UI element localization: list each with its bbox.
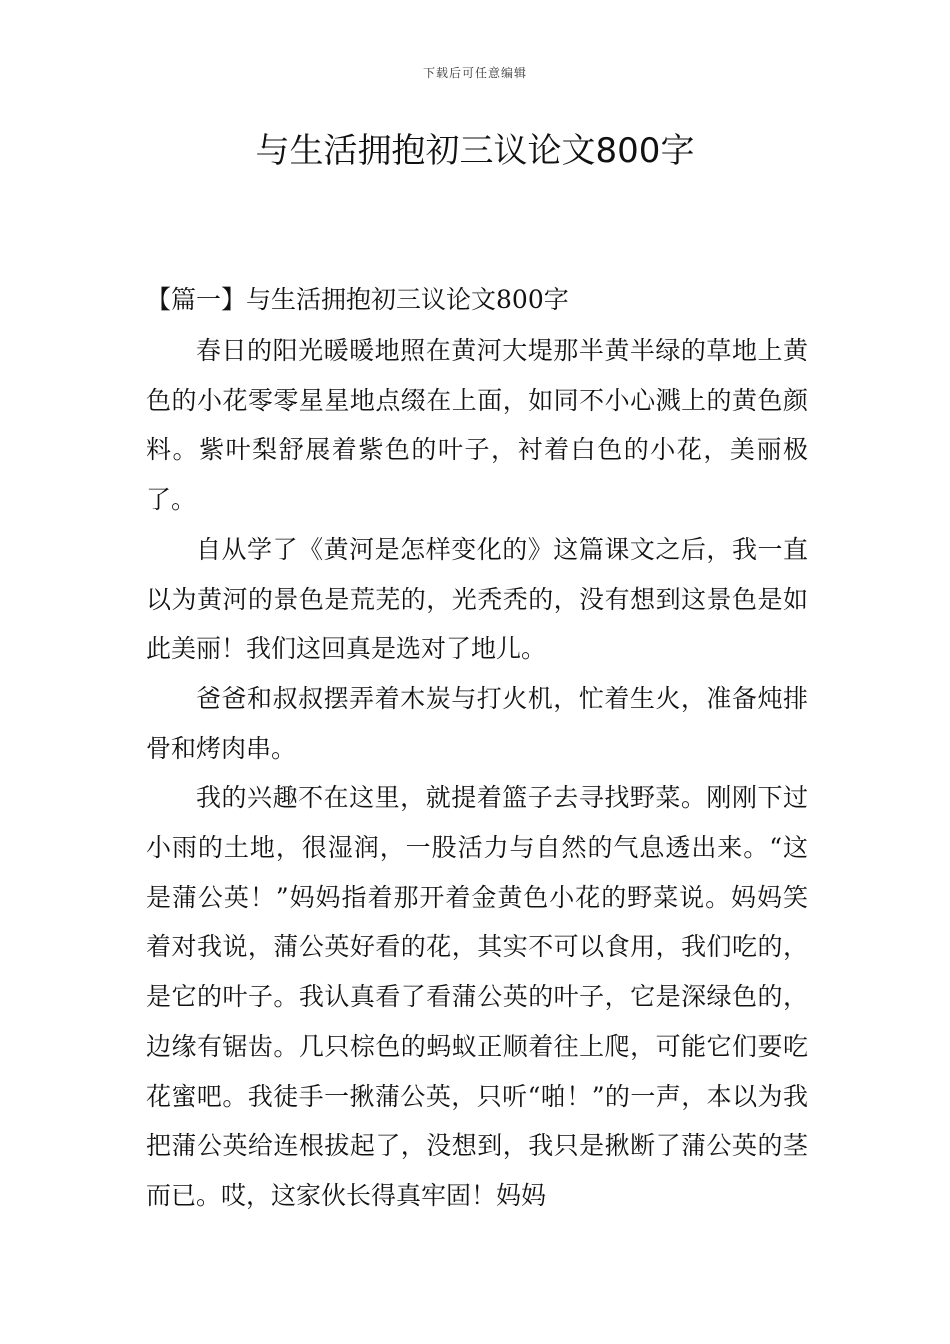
paragraph: 自从学了《黄河是怎样变化的》这篇课文之后，我一直以为黄河的景色是荒芜的，光秃秃的，没有想到这景色是如此美丽！我们这回真是选对了地儿。 xyxy=(146,534,808,664)
article-body xyxy=(146,326,808,1221)
paragraph: 爸爸和叔叔摆弄着木炭与打火机，忙着生火，准备炖排骨和烤肉串。 xyxy=(146,683,808,763)
paragraph: 春日的阳光暖暖地照在黄河大堤那半黄半绿的草地上黄色的小花零零星星地点缀在上面，如同不小心溅上的黄色颜料。紫叶梨舒展着紫色的叶子，衬着白色的小花，美丽极了。 xyxy=(146,336,808,515)
header-note: 下载后可任意编辑 xyxy=(422,66,527,80)
paragraph: 我的兴趣不在这里，就提着篮子去寻找野菜。刚刚下过小雨的土地，很湿润，一股活力与自然的气息透出来。“这是蒲公英！”妈妈指着那开着金黄色小花的野菜说。妈妈笑着对我说，蒲公英好看的花，其实不可以食用，我们吃的，是它的叶子。我认真看了看蒲公英的叶子，它是深绿色的，边缘有锯齿。几只棕色的蚂蚁正顺着往上爬，可能它们要吃花蜜吧。我徒手一揪蒲公英，只听“啪！”的一声，本以为我把蒲公英给连根拔起了，没想到，我只是揪断了蒲公英的茎而已。哎，这家伙长得真牢固！妈妈 xyxy=(146,783,808,1210)
document-title: 与生活拥抱初三议论文800字 xyxy=(255,131,695,171)
section-heading: 【篇一】与生活拥抱初三议论文800字 xyxy=(146,285,569,314)
